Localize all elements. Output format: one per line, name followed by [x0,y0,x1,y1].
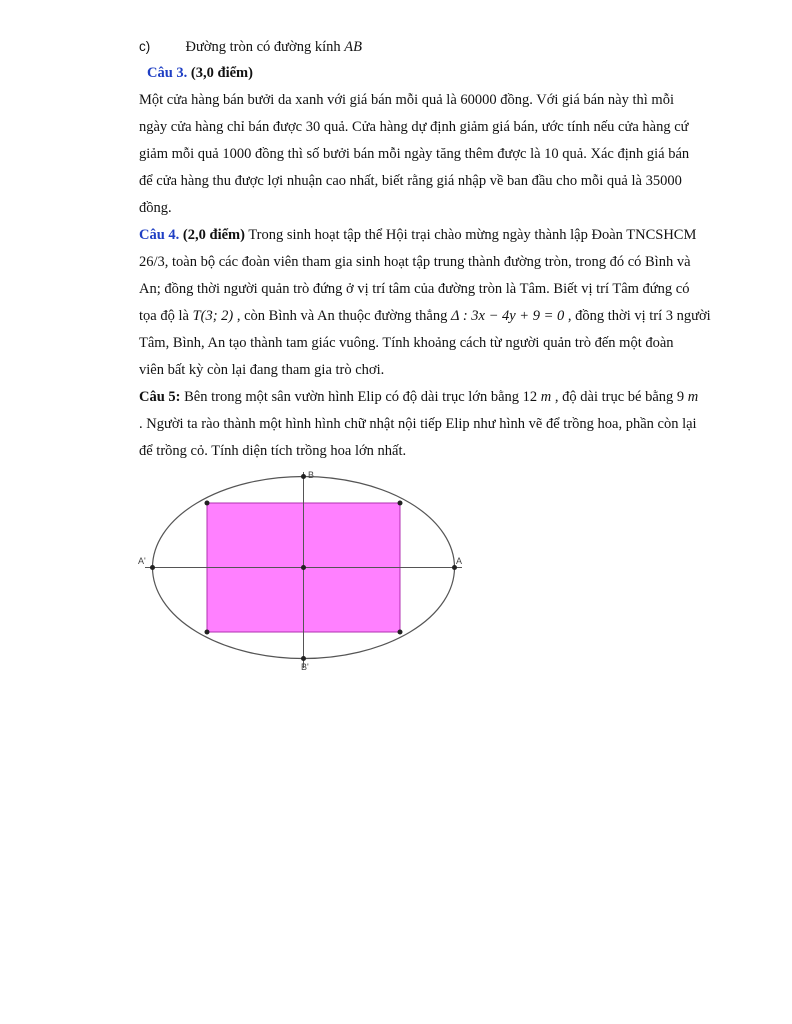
point-B-prime [301,656,306,661]
item-c [139,37,362,57]
q4-line-3: An; đồng thời người quản trò đứng ở vị trí tâm của đường tròn là Tâm. Biết vị trí Tâm đứng có [139,281,690,297]
vertex-top-left [205,501,210,506]
q3-points: (3,0 điểm) [190,65,253,81]
q5-unit-m-2: m [687,389,699,405]
q5-line-1 [139,387,698,407]
q4-line1-text: Trong sinh hoạt tập thể Hội trại chào mừng ngày thành lập Đoàn TNCSHCM [248,227,697,243]
q3-line-4: để cửa hàng thu được lợi nhuận cao nhất, biết rằng giá nhập về ban đầu cho mỗi quả là 35000 [139,173,682,189]
q3-title: Câu 3. [147,65,188,81]
q3-line-1: Một cửa hàng bán bưởi da xanh với giá bán mỗi quả là 60000 đồng. Với giá bán này thì mỗi [139,92,674,108]
q4-line-6: viên bất kỳ còn lại đang tham gia trò chơi. [139,362,385,378]
q4-line4-c: , đồng thời vị trí 3 người [564,308,711,324]
q3-heading [147,63,253,83]
label-A: A [456,556,463,566]
q4-line4-b: , còn Bình và An thuộc đường thẳng [233,308,451,324]
vertex-bottom-right [398,630,403,635]
q5-line-3: để trồng cỏ. Tính diện tích trồng hoa lớn nhất. [139,443,407,459]
center-point [301,565,306,570]
q5-unit-m-1: m [540,389,552,405]
q4-line-2: 26/3, toàn bộ các đoàn viên tham gia sinh hoạt tập trung thành đường tròn, trong đó có Bình và [139,254,691,270]
vertex-bottom-left [205,630,210,635]
q4-title: Câu 4. [139,227,180,243]
item-c-text: Đường tròn có đường kính [185,39,345,55]
q5-title: Câu 5: [139,389,181,405]
ellipse-figure [135,468,470,678]
q3-line-3: giảm mỗi quả 1000 đồng thì số bưởi bán mỗi ngày tăng thêm được là 10 quả. Xác định giá bán [139,146,690,162]
point-B [301,474,306,479]
point-A-prime [150,565,155,570]
q4-equation: Δ : 3x − 4y + 9 = 0 [450,308,565,324]
q4-line-4 [139,306,711,326]
item-c-math: AB [344,39,362,55]
q4-line4-a: tọa độ là [139,308,193,324]
q3-line-5: đồng. [139,200,172,216]
vertex-top-right [398,501,403,506]
q4-points: (2,0 điểm) [182,227,245,243]
item-c-label: c) [139,39,151,54]
q5-line-2: . Người ta rào thành một hình hình chữ nhật nội tiếp Elip như hình vẽ để trồng hoa, phần còn lại [139,416,697,432]
label-A-prime: A' [138,556,146,566]
q4-line-5: Tâm, Bình, An tạo thành tam giác vuông. Tính khoảng cách từ người quản trò đến một đoàn [139,335,674,351]
q4-line-1 [139,225,696,245]
q4-point: T(3; 2) [192,308,234,324]
label-B: B [308,470,315,480]
q5-line1-b: , độ dài trục bé bằng 9 [551,389,688,405]
q5-line1-a: Bên trong một sân vườn hình Elip có độ dài trục lớn bằng 12 [180,389,541,405]
label-B-prime: B' [301,662,309,672]
q3-line-2: ngày cửa hàng chỉ bán được 30 quả. Cửa hàng dự định giảm giá bán, ước tính nếu cửa hàng cứ [139,119,689,135]
